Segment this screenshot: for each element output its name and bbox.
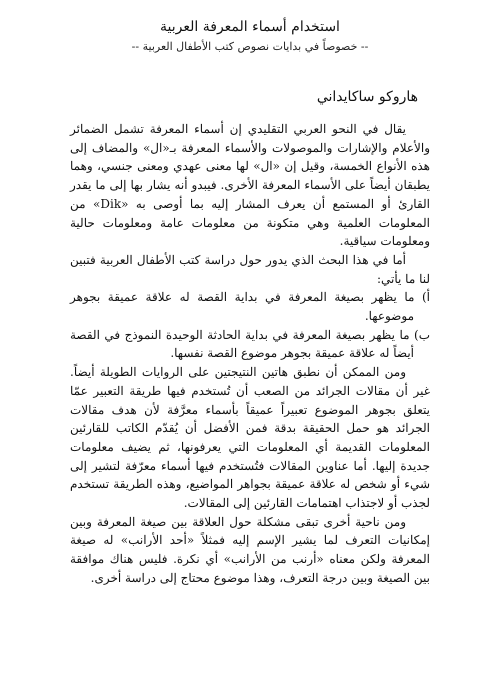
document-subtitle: -- خصوصاً في بدايات نصوص كتب الأطفال العربية -- — [131, 40, 369, 53]
paragraph-study-intro: أما في هذا البحث الذي يدور حول دراسة كتب الأطفال العربية فتبين لنا ما يأتي: — [70, 252, 430, 286]
paragraph-open-problem: ومن ناحية أخرى تبقى مشكلة حول العلاقة بين صيغة المعرفة وبين إمكانيات التعرف لما يشير الإسم إليه فمثلاً «أحد الأرانب» له صيغة المعرفة ولكن معناه «أرنب من الأرانب» أي نكرة. فليس هناك موافقة بين الصيغة وبين درجة التعرف، وهذا موضوع محتاج إلى دراسة أخرى. — [70, 514, 430, 585]
paragraph-newspapers: ومن الممكن أن نطبق هاتين النتيجتين على الروايات الطويلة أيضاً. غير أن مقالات الجرائد من الصعب أن تُستخدم فيها طريقة التعبير عمّا يتعلق بجوهر الموضوع تعبيراً عميقاً بأسماء معرَّفة لأن هدف مقالات الجرائد هو حمل الحقيقة بدقة فمن الأفضل أن يُقدّم الكاتب للقارئين المعلومات القديمة أي المعلومات التي يعرفونها، ثم يضيف معلومات جديدة إليها. أما عناوين المقالات فتُستخدم فيها أسماء معرّفة لتشير إلى شيء أو شخص له علاقة عميقة بجواهر المواضيع، وهذه الطريقة تستخدم لجذب أو لاجتذاب اهتمامات القارئين إلى المقالات. — [70, 365, 430, 511]
document-title: استخدام أسماء المعرفة العربية — [160, 19, 340, 35]
author-name: هاروكو ساكايداني — [316, 89, 418, 105]
document-body — [70, 120, 430, 588]
paragraph-definitions: يقال في النحو العربي التقليدي إن أسماء المعرفة تشمل الضمائر والأعلام والإشارات والموصولات والأسماء المعرفة بـ«ال» والمضاف إلى هذه الأنواع الخمسة، وقيل إن «ال» لها معنى عهدي ومعنى جنسي، وهما يطبقان أيضاً على الأسماء المعرفة الأخرى. فيبدو أنه يشار بها إلى ما يقدر القارئ أو المستمع أن يعرف المشار إليه بما أوصى به «Dik» من المعلومات العلمية وهي متكونة من معلومات عامة ومعلومات حالية ومعلومات سياقية. — [70, 122, 431, 249]
finding-item-b: ب) ما يظهر بصيغة المعرفة في بداية الحادثة الوحيدة النموذج في القصة أيضاً له علاقة عميقة بجوهر موضوع القصة نفسها. — [70, 327, 430, 361]
finding-item-a: أ) ما يظهر بصيغة المعرفة في بداية القصة له علاقة عميقة بجوهر موضوعها. — [70, 290, 430, 324]
